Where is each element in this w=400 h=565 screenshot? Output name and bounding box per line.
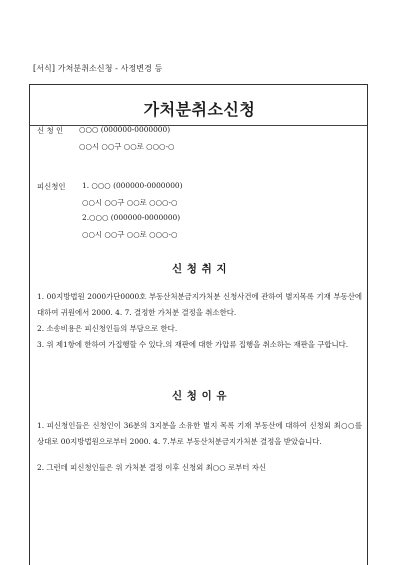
purpose-item: 2. 소송비용은 피신청인들의 부담으로 한다. — [37, 324, 178, 333]
purpose-item: 1. 00지방법원 2000가단0000호 부동산처분금지가처분 신청사건에 관하여 별지목록 기재 부동산에 대하여 귀원에서 2000. 4. 7. 결정한 가처분 결정을 취소한다. — [37, 292, 362, 317]
reason-item: 2. 그런데 피신청인들은 위 가처분 결정 이후 신청외 최○○ 로부터 자신 — [37, 463, 267, 472]
respondent-2-name-id: 2.○○○ (000000-0000000) — [82, 213, 181, 222]
purpose-item: 3. 위 제1항에 한하여 가집행할 수 있다.의 재판에 대한 가압류 집행을 취소하는 재판을 구합니다. — [37, 340, 349, 349]
document-title: 가처분취소신청 — [143, 100, 256, 119]
applicant-label: 신 청 인 — [37, 126, 64, 135]
form-caption: [서식] 가처분취소신청 - 사정변경 등 — [33, 64, 163, 73]
respondent-1-name-id: 1. ○○○ (000000-0000000) — [82, 181, 183, 190]
reason-list — [37, 418, 362, 476]
reason-heading: 신 청 이 유 — [171, 390, 228, 402]
purpose-heading: 신 청 취 지 — [171, 263, 228, 275]
reason-item: 1. 피신청인들은 신청인이 36분의 3지분을 소유한 별지 목록 기재 부동산에 대하여 신청외 최○○를 상대로 00지방법원으로부터 2000. 4. 7.부로 부동산처분금지가처분 결정을 받았습니다. — [37, 421, 362, 446]
document-frame — [29, 84, 368, 565]
purpose-list — [37, 289, 362, 353]
applicant-address: ○○시 ○○구 ○○로 ○○○-○ — [79, 142, 175, 151]
respondent-2-address: ○○시 ○○구 ○○로 ○○○-○ — [82, 230, 178, 239]
respondent-label: 피신청인 — [37, 182, 66, 191]
applicant-name-id: ○○○ (000000-0000000) — [79, 125, 171, 134]
respondent-1-address: ○○시 ○○구 ○○로 ○○○-○ — [82, 198, 178, 207]
